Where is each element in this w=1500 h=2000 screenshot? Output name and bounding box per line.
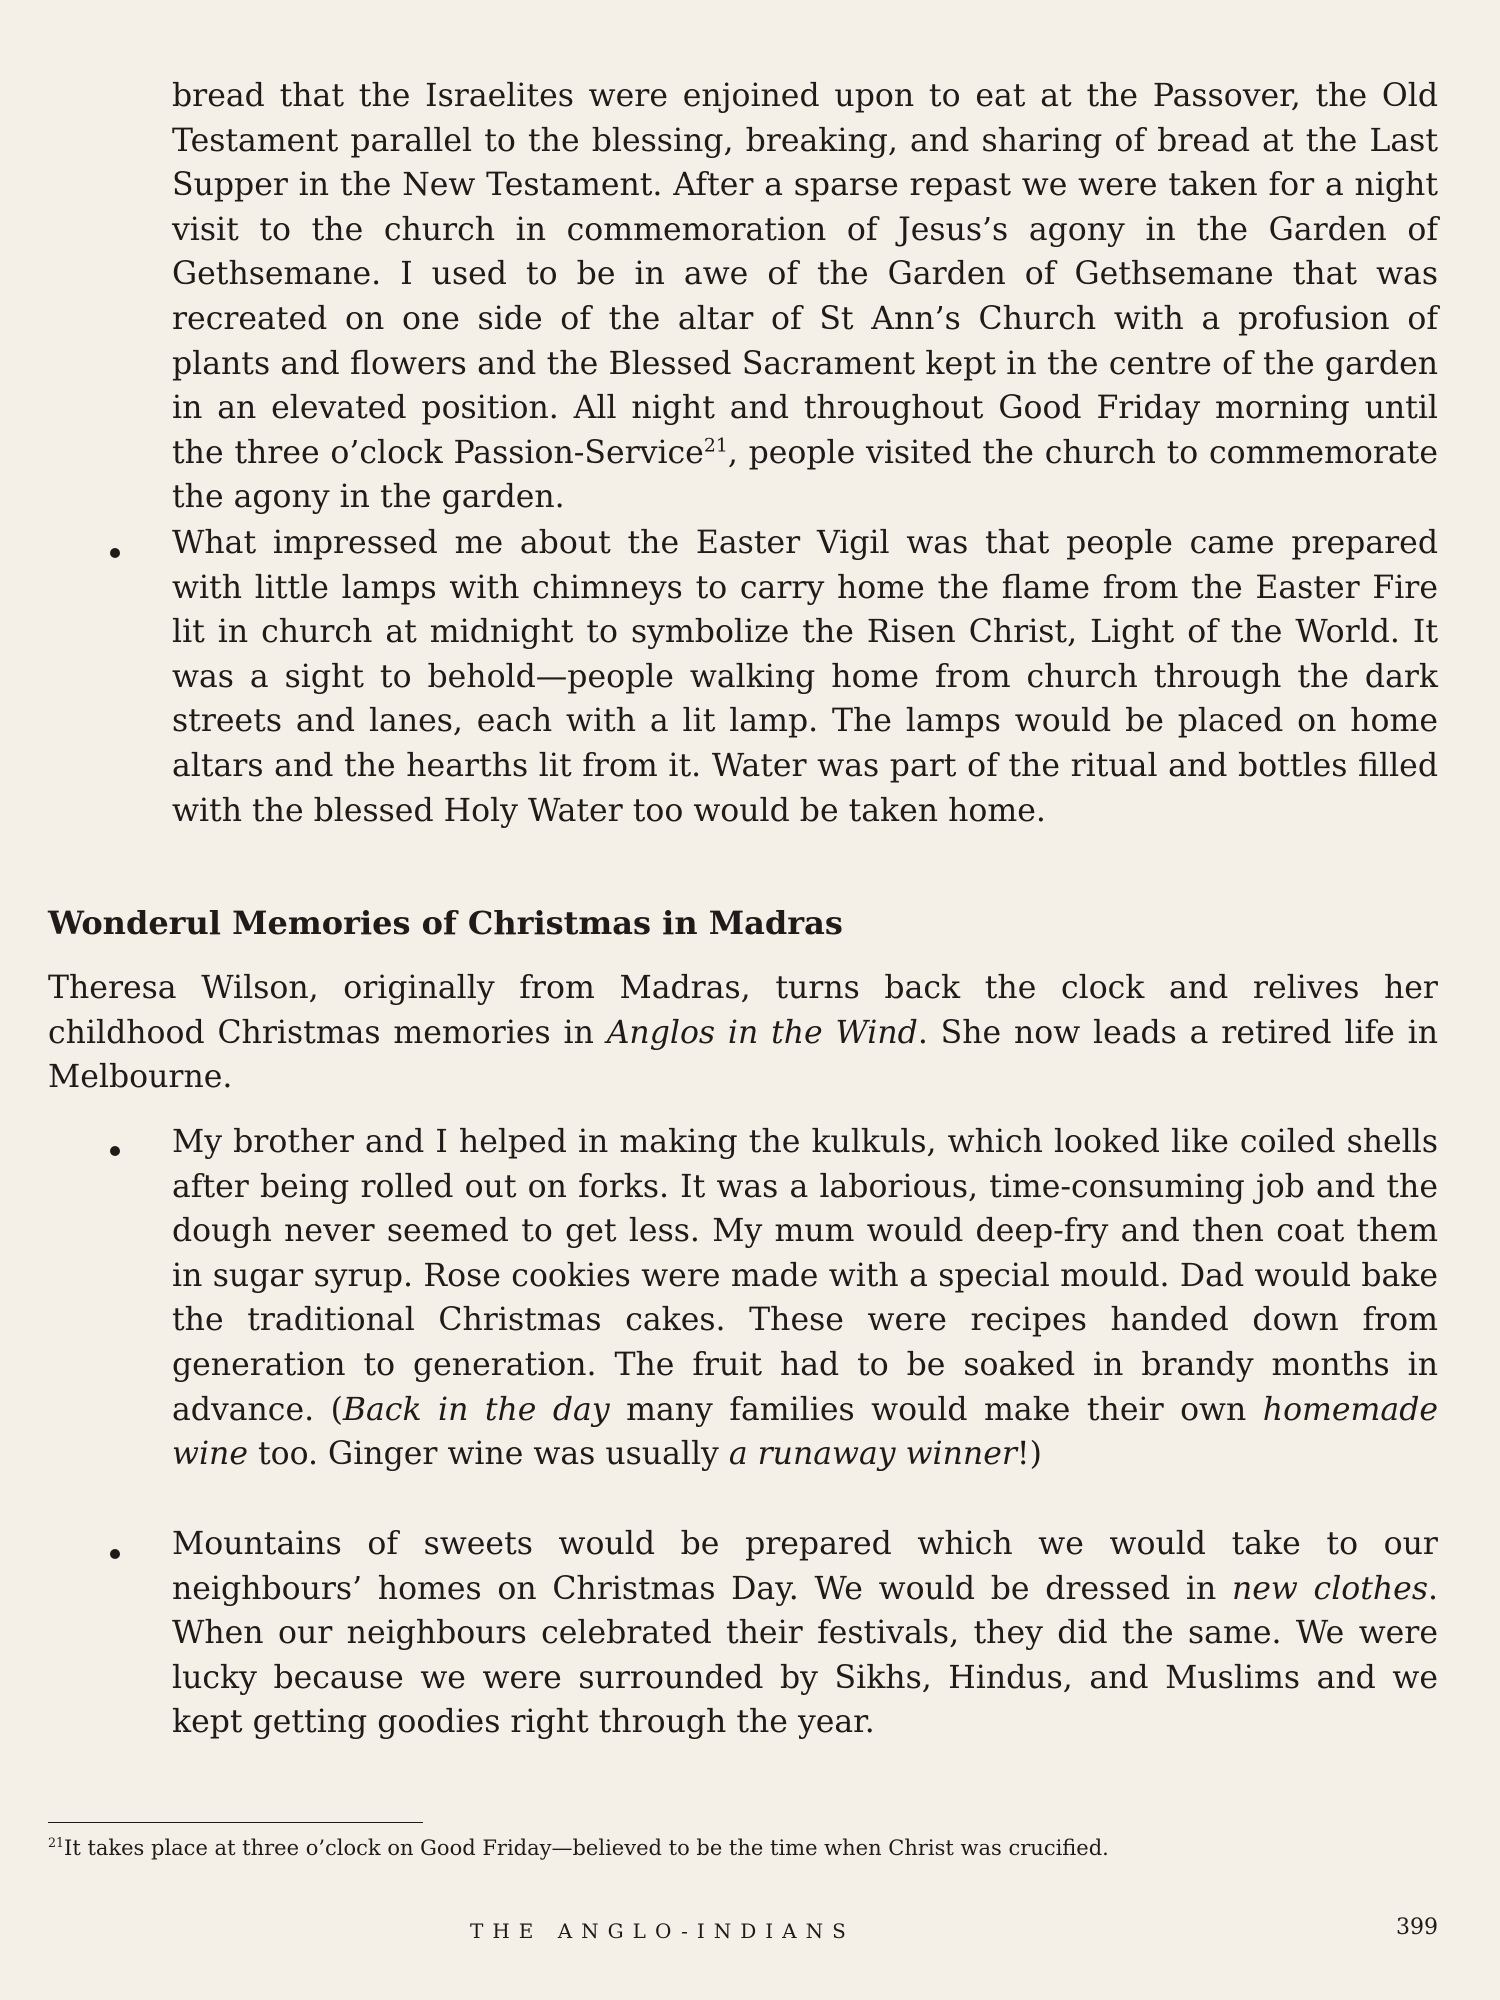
italic-phrase: new clothes (1231, 1570, 1428, 1607)
footnote-ref: 21 (703, 434, 728, 457)
footnote-text: It takes place at three o’clock on Good Friday—believed to be the time when Christ was crucified. (64, 1836, 1109, 1860)
paragraph-text-end: , people visited the church to commemorate the agony in the garden. (172, 434, 1438, 516)
footnote-number: 21 (48, 1835, 65, 1850)
bullet-text: . When our neighbours celebrated their festivals, they did the same. We were lucky because we were surrounded by Sikhs, Hindus, and Muslims and we kept getting goodies right through the year. (172, 1570, 1439, 1741)
running-head: THE ANGLO-INDIANS (470, 1919, 855, 1943)
page-number: 399 (1396, 1915, 1438, 1940)
italic-phrase: Back in the day (342, 1391, 610, 1428)
italic-phrase: homemade wine (172, 1391, 1438, 1473)
intro-text-end: . She now leads a retired life in Melbourne. (48, 1014, 1438, 1096)
bullet-text: many families would make their own (609, 1391, 1263, 1428)
intro-text: Theresa Wilson, originally from Madras, turns back the clock and relives her childhood Christmas memories in (48, 970, 1438, 1051)
book-title: Anglos in the Wind (606, 1014, 918, 1051)
intro-paragraph (48, 966, 1438, 1100)
footnote (48, 1830, 1440, 1866)
bullet-text: !) (1016, 1436, 1042, 1473)
paragraph-continued (172, 74, 1438, 520)
bullet-text: My brother and I helped in making the kulkuls, which looked like coiled shells after being rolled out on forks. It was a laborious, time-consuming job and the dough never seemed to get less. My mum would deep-fry and then coat them in sugar syrup. Rose cookies were made with a special mould. Dad would bake the traditional Christmas cakes. These were recipes handed down from generation to generation. The fruit had to be soaked in brandy months in advance. ( (172, 1124, 1438, 1428)
bullet-text: too. Ginger wine was usually (247, 1436, 729, 1473)
bullet-kulkuls (172, 1120, 1438, 1477)
bullet-icon (110, 1549, 120, 1559)
footnote-divider (48, 1822, 423, 1823)
bullet-text: Mountains of sweets would be prepared which we would take to our neighbours’ homes on Christmas Day. We would be dressed in (172, 1526, 1438, 1607)
italic-phrase: a runaway winner (728, 1436, 1017, 1473)
bullet-sweets (172, 1522, 1438, 1745)
section-heading: Wonderul Memories of Christmas in Madras (48, 904, 843, 942)
bullet-icon (110, 1146, 120, 1156)
bullet-text: What impressed me about the Easter Vigil was that people came prepared with little lamps with chimneys to carry home the flame from the Easter Fire lit in church at midnight to symbolize the Risen Christ, Light of the World. It was a sight to behold—people walking home from church through the dark streets and lanes, each with a lit lamp. The lamps would be placed on home altars and the hearths lit from it. Water was part of the ritual and bottles filled with the blessed Holy Water too would be taken home. (172, 525, 1438, 829)
bullet-easter-vigil (172, 521, 1438, 833)
paragraph-text: bread that the Israelites were enjoined upon to eat at the Passover, the Old Testament parallel to the blessing, breaking, and sharing of bread at the Last Supper in the New Testament. After a sparse repast we were taken for a night visit to the church in commemoration of Jesus’s agony in the Garden of Gethsemane. I used to be in awe of the Garden of Gethsemane that was recreated on one side of the altar of St Ann’s Church with a profusion of plants and flowers and the Blessed Sacrament kept in the centre of the garden in an elevated position. All night and throughout Good Friday morning until the three o’clock Passion-Service (172, 78, 1438, 471)
bullet-icon (110, 548, 120, 558)
